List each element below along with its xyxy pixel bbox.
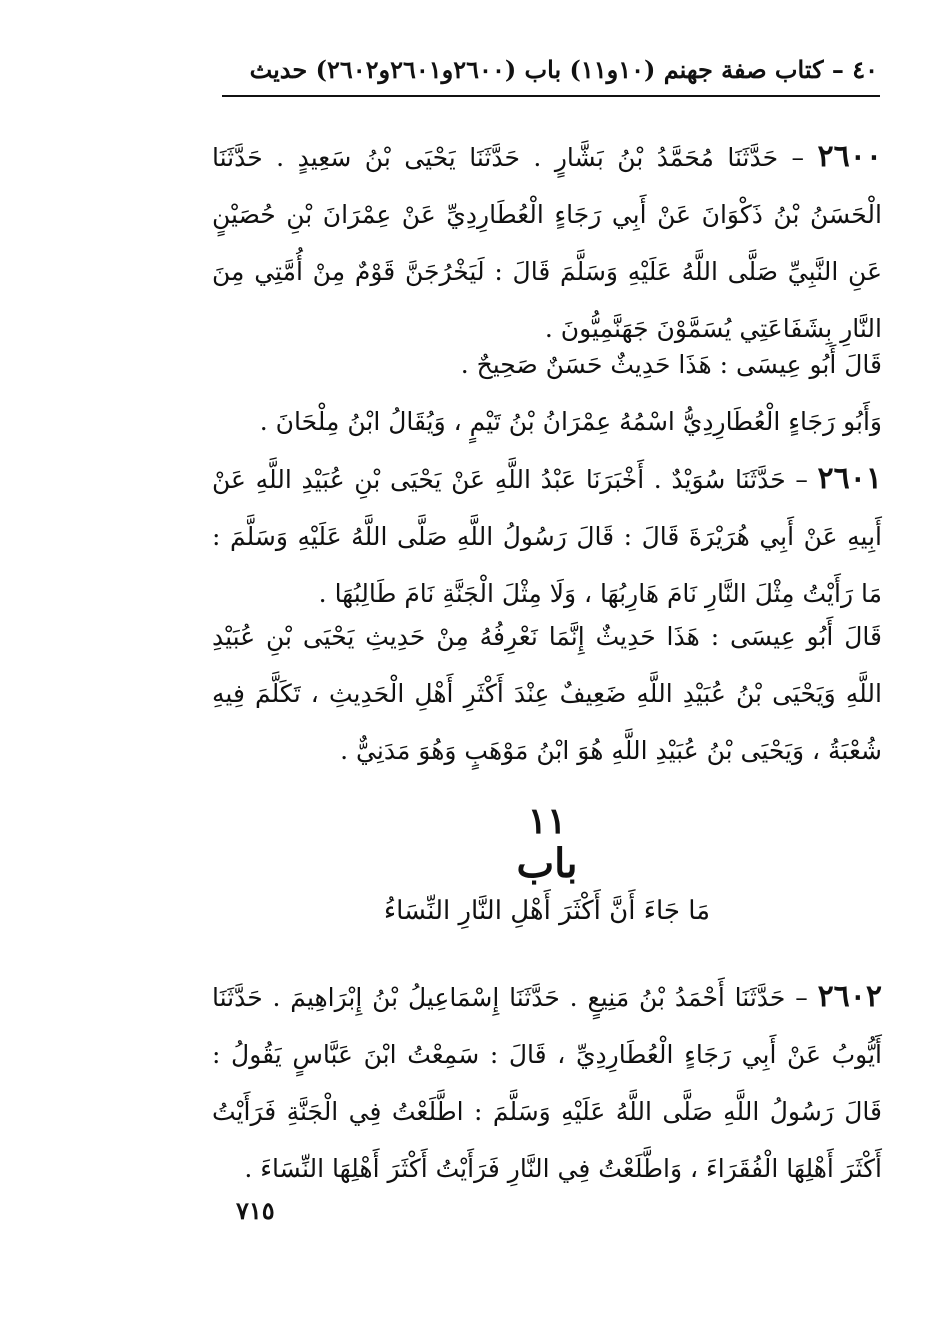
hadith-text: – حَدَّثَنَا أَحْمَدُ بْنُ مَنِيعٍ . حَدَّثَنَا إِسْمَاعِيلُ بْنُ إِبْرَاهِيمَ . حَدَّثَنَا أَيُّوبُ عَنْ أَبِي رَجَاءٍ الْعُطَارِدِيِّ ، قَالَ : سَمِعْتُ ابْنَ عَبَّاسٍ يَقُولُ : قَالَ رَسُولُ اللَّهِ صَلَّى اللَّهُ عَلَيْهِ وَسَلَّمَ : اطَّلَعْتُ فِي الْجَنَّةِ فَرَأَيْتُ أَكْثَرَ أَهْلِهَا الْفُقَرَاءَ ، وَاطَّلَعْتُ فِي النَّارِ فَرَأَيْتُ أَكْثَرَ أَهْلِهَا النِّسَاءَ . — [212, 983, 882, 1183]
running-header: ٤٠ – كتاب صفة جهنم (١٠و١١) باب (٢٦٠٠و٢٦٠١و٢٦٠٢) حديث — [249, 55, 878, 84]
hadith-number: ٢٦٠٠ — [817, 139, 882, 174]
hadith-2600 — [212, 128, 882, 357]
chapter-number: ١١ — [527, 800, 567, 842]
hadith-2601 — [212, 450, 882, 622]
chapter-title: مَا جَاءَ أَنَّ أَكْثَرَ أَهْلِ النَّارِ النِّسَاءُ — [383, 896, 711, 926]
page-number: ٧١٥ — [236, 1196, 275, 1225]
commentary: وَأَبُو رَجَاءٍ الْعُطَارِدِيُّ اسْمُهُ عِمْرَانُ بْنُ تَيْمٍ ، وَيُقَالُ ابْنُ مِلْحَانَ . — [259, 407, 882, 436]
header-rule — [222, 95, 880, 97]
hadith-text: – حَدَّثَنَا مُحَمَّدُ بْنُ بَشَّارٍ . حَدَّثَنَا يَحْيَى بْنُ سَعِيدٍ . حَدَّثَنَا الْحَسَنُ بْنُ ذَكْوَانَ عَنْ أَبِي رَجَاءٍ الْعُطَارِدِيِّ عَنْ عِمْرَانَ بْنِ حُصَيْنٍ عَنِ النَّبِيِّ صَلَّى اللَّهُ عَلَيْهِ وَسَلَّمَ قَالَ : لَيَخْرُجَنَّ قَوْمٌ مِنْ أُمَّتِي مِنَ النَّارِ بِشَفَاعَتِي يُسَمَّوْنَ جَهَنَّمِيُّونَ . — [212, 143, 882, 343]
commentary: قَالَ أَبُو عِيسَى : هَذَا حَدِيثٌ إِنَّمَا نَعْرِفُهُ مِنْ حَدِيثِ يَحْيَى بْنِ عُبَيْدِ اللَّهِ وَيَحْيَى بْنُ عُبَيْدِ اللَّهِ ضَعِيفٌ عِنْدَ أَكْثَرِ أَهْلِ الْحَدِيثِ ، تَكَلَّمَ فِيهِ شُعْبَةُ ، وَيَحْيَى بْنُ عُبَيْدِ اللَّهِ هُوَ ابْنُ مَوْهَبٍ وَهُوَ مَدَنِيٌّ . — [212, 622, 882, 765]
commentary: قَالَ أَبُو عِيسَى : هَذَا حَدِيثٌ حَسَنٌ صَحِيحٌ . — [460, 350, 882, 379]
chapter-heading: باب — [516, 840, 578, 887]
hadith-number: ٢٦٠٢ — [817, 979, 883, 1014]
hadith-text: – حَدَّثَنَا سُوَيْدٌ . أَخْبَرَنَا عَبْدُ اللَّهِ عَنْ يَحْيَى بْنِ عُبَيْدِ اللَّهِ عَنْ أَبِيهِ عَنْ أَبِي هُرَيْرَةَ قَالَ : قَالَ رَسُولُ اللَّهِ صَلَّى اللَّهُ عَلَيْهِ وَسَلَّمَ : مَا رَأَيْتُ مِثْلَ النَّارِ نَامَ هَارِبُهَا ، وَلَا مِثْلَ الْجَنَّةِ نَامَ طَالِبُهَا . — [212, 465, 882, 608]
hadith-number: ٢٦٠١ — [817, 461, 882, 496]
hadith-2602 — [212, 968, 882, 1197]
